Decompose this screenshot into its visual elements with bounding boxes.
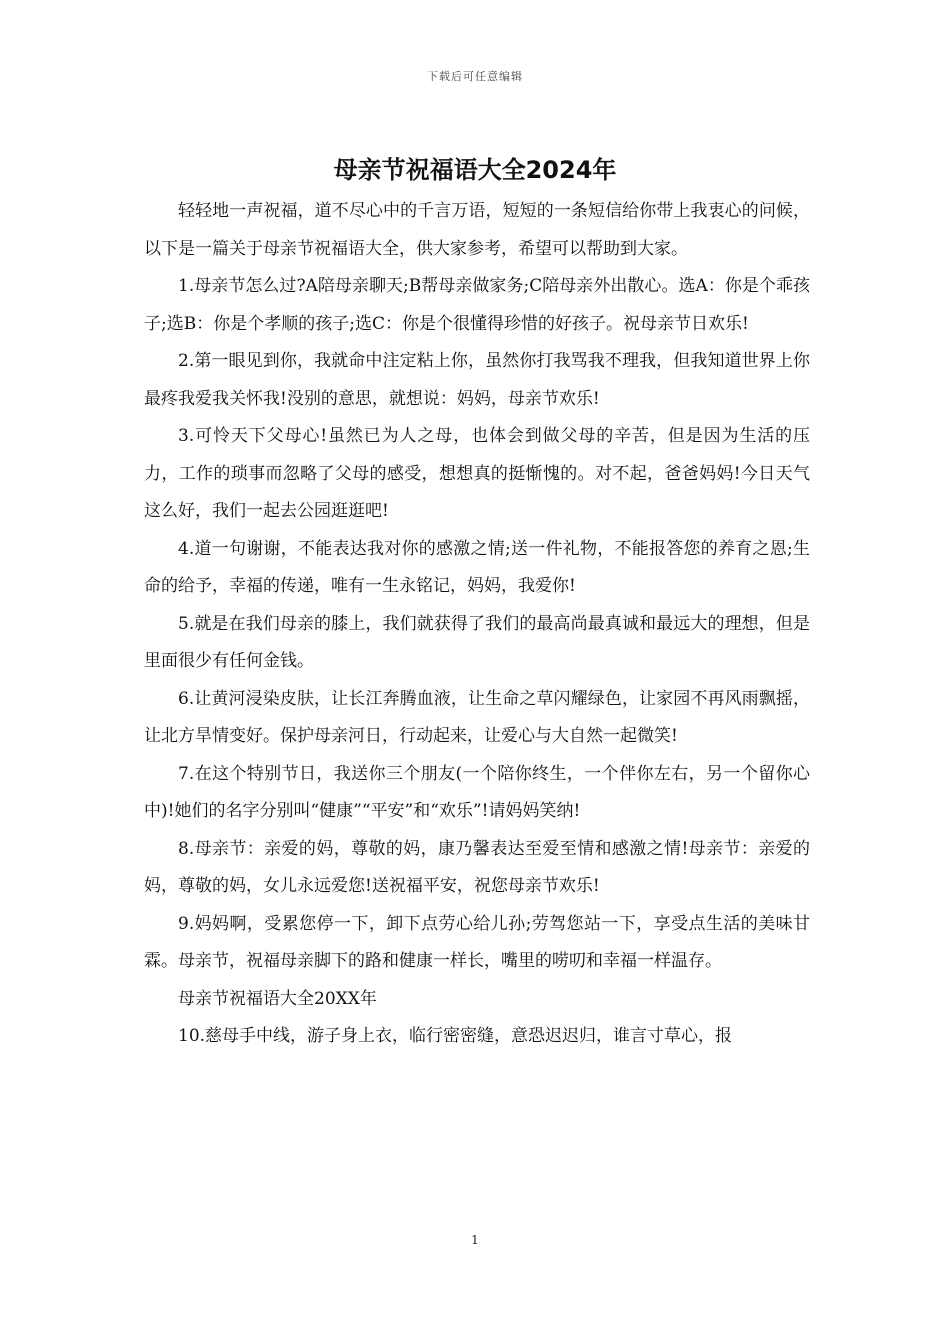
paragraph-10: 10.慈母手中线，游子身上衣，临行密密缝，意恐迟迟归，谁言寸草心，报 bbox=[178, 1026, 733, 1046]
header-note: 下载后可任意编辑 bbox=[427, 70, 523, 83]
paragraph-2: 2.第一眼见到你，我就命中注定粘上你，虽然你打我骂我不理我，但我知道世界上你最疼我爱我关怀我!没别的意思，就想说：妈妈，母亲节欢乐! bbox=[144, 351, 810, 409]
paragraph-6: 6.让黄河浸染皮肤，让长江奔腾血液，让生命之草闪耀绿色，让家园不再风雨飘摇，让北方旱情变好。保护母亲河日，行动起来，让爱心与大自然一起微笑! bbox=[144, 688, 810, 746]
section-subheading: 母亲节祝福语大全20XX年 bbox=[178, 988, 377, 1009]
paragraph-8: 8.母亲节：亲爱的妈，尊敬的妈，康乃馨表达至爱至情和感激之情!母亲节：亲爱的妈，尊敬的妈，女儿永远爱您!送祝福平安，祝您母亲节欢乐! bbox=[144, 838, 810, 896]
paragraph-9: 9.妈妈啊，受累您停一下，卸下点劳心给儿孙;劳驾您站一下，享受点生活的美味甘霖。母亲节，祝福母亲脚下的路和健康一样长，嘴里的唠叨和幸福一样温存。 bbox=[144, 913, 810, 971]
paragraph-1: 1.母亲节怎么过?A陪母亲聊天;B帮母亲做家务;C陪母亲外出散心。选A：你是个乖孩子;选B：你是个孝顺的孩子;选C：你是个很懂得珍惜的好孩子。祝母亲节日欢乐! bbox=[144, 276, 810, 334]
paragraph-5: 5.就是在我们母亲的膝上，我们就获得了我们的最高尚最真诚和最远大的理想，但是里面很少有任何金钱。 bbox=[144, 613, 810, 671]
paragraph-7: 7.在这个特别节日，我送你三个朋友(一个陪你终生，一个伴你左右，另一个留你心中)!她们的名字分别叫“健康”“平安”和“欢乐”!请妈妈笑纳! bbox=[144, 763, 810, 821]
intro-paragraph: 轻轻地一声祝福，道不尽心中的千言万语，短短的一条短信给你带上我衷心的问候，以下是一篇关于母亲节祝福语大全，供大家参考，希望可以帮助到大家。 bbox=[144, 201, 810, 259]
paragraph-3: 3.可怜天下父母心!虽然已为人之母，也体会到做父母的辛苦，但是因为生活的压力，工作的琐事而忽略了父母的感受，想想真的挺惭愧的。对不起，爸爸妈妈!今日天气这么好，我们一起去公园逛逛吧! bbox=[144, 426, 810, 521]
document-body bbox=[144, 193, 810, 1056]
paragraph-4: 4.道一句谢谢，不能表达我对你的感激之情;送一件礼物，不能报答您的养育之恩;生命的给予，幸福的传递，唯有一生永铭记，妈妈，我爱你! bbox=[144, 538, 810, 596]
page-number: 1 bbox=[471, 1233, 479, 1247]
document-title: 母亲节祝福语大全2024年 bbox=[333, 156, 617, 184]
